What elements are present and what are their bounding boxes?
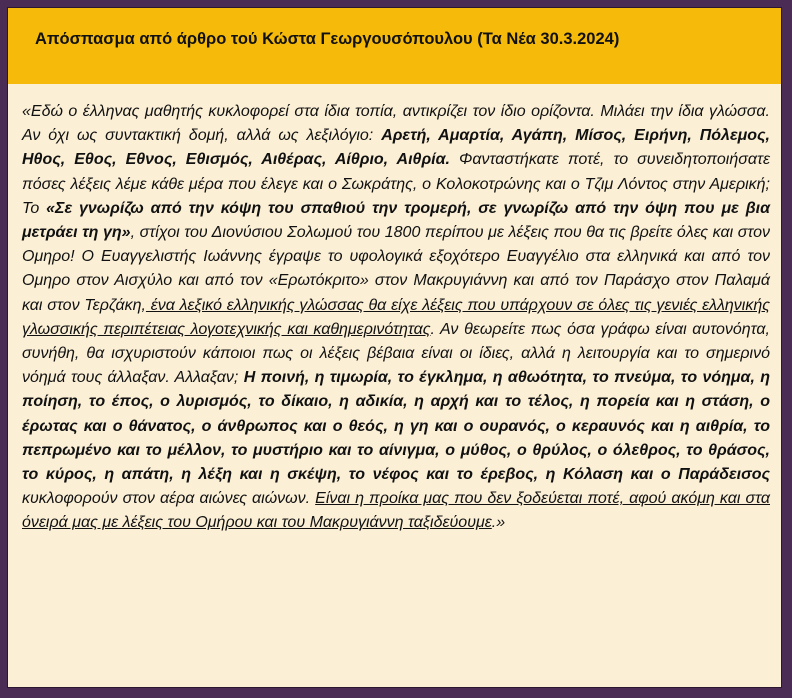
text-segment: κυκλοφορούν στον αέρα αιώνες αιώνων. [22,490,316,508]
bold-word-list: Η ποινή, η τιμωρία, το έγκλημα, η αθωότητα, το πνεύμα, το νόημα, η ποίηση, το έπος, ο λυρισμός, το δίκαιο, η αδικία, η αρχή και το τέλος, η πορεία και η στάση, ο έρωτας και ο θάνατος, ο άνθρωπος και ο θεός, η γη και ο ουρανός, ο κεραυνός και η αιθρία, το πεπρωμένο και το μέλλον, το μυστήριο και το αίνιγμα, ο μύθος, ο θρύλος, ο όλεθρος, το θράσος, το κύρος, η απάτη, η λέξη και η σκέψη, το νέφος και το έρεβος, η Κόλαση και ο Παράδεισος [22,369,771,484]
article-text [22,100,770,536]
underlined-statement: ένα λεξικό ελληνικής γλώσσας θα είχε λέξεις που υπάρχουν σε όλες τις γενιές ελληνικής γλωσσικής περιπέτειας λογοτεχνικής και καθημερινότητας [22,296,771,338]
text-segment: , στίχοι του Διονύσιου Σολωμού του 1800 περίπου με λέξεις που θα τις βρείτε όλες και στον Ομηρο! Ο Ευαγγελιστής Ιωάννης έγραψε το υφολογικά εξοχότερο Ευαγγέλιο στα ελληνικά και από τον Ομηρο στον Αισχύλο και από τον «Ερωτόκριτο» στον Μακρυγιάννη και από τον Παράσχο στον Παλαμά και στον Τερζάκη, [22,224,770,314]
title-bar [8,8,781,84]
excerpt-panel [7,7,782,688]
text-segment: . Αν θεωρείτε πως όσα γράφω είναι αυτονόητα, συνήθη, θα ισχυριστούν κάποιοι πως οι λέξεις βέβαια είναι οι ίδιες, αλλά η λειτουργία και το σημερινό νόημά τους άλλαξαν. Αλλαξαν; [22,320,770,387]
excerpt-title: Απόσπασμα από άρθρο τού Κώστα Γεωργουσόπουλου (Τα Νέα 30.3.2024) [35,30,620,48]
bold-word-list: Αρετή, Αμαρτία, Αγάπη, Μίσος, Ειρήνη, Πόλεμος, Ηθος, Εθος, Εθνος, Εθισμός, Αιθέρας, Αίθριο, Αιθρία. [22,127,770,169]
underlined-conclusion: Είναι η προίκα μας που δεν ξοδεύεται ποτέ, αφού ακόμη και στα όνειρά μας με λέξεις του Ομήρου και του Μακρυγιάννη ταξιδεύουμε [22,490,770,532]
text-segment: «Εδώ ο έλληνας μαθητής κυκλοφορεί στα ίδια τοπία, αντικρίζει τον ίδιο ορίζοντα. Μιλάει την ίδια γλώσσα. Αν όχι ως συντακτική δομή, αλλά ως λεξιλόγιο: [22,103,770,145]
bold-quote-solomos: «Σε γνωρίζω από την κόψη του σπαθιού την τρομερή, σε γνωρίζω από την όψη που με βια μετράει τη γη» [22,199,770,242]
text-segment: Φανταστήκατε ποτέ, το συνειδητοποιήσατε πόσες λέξεις λέμε κάθε μέρα που έλεγε και ο Σωκράτης, ο Κολοκοτρώνης και ο Τζιμ Λόντος στην Αμερική; Το [22,151,770,217]
text-segment: .» [491,514,506,532]
